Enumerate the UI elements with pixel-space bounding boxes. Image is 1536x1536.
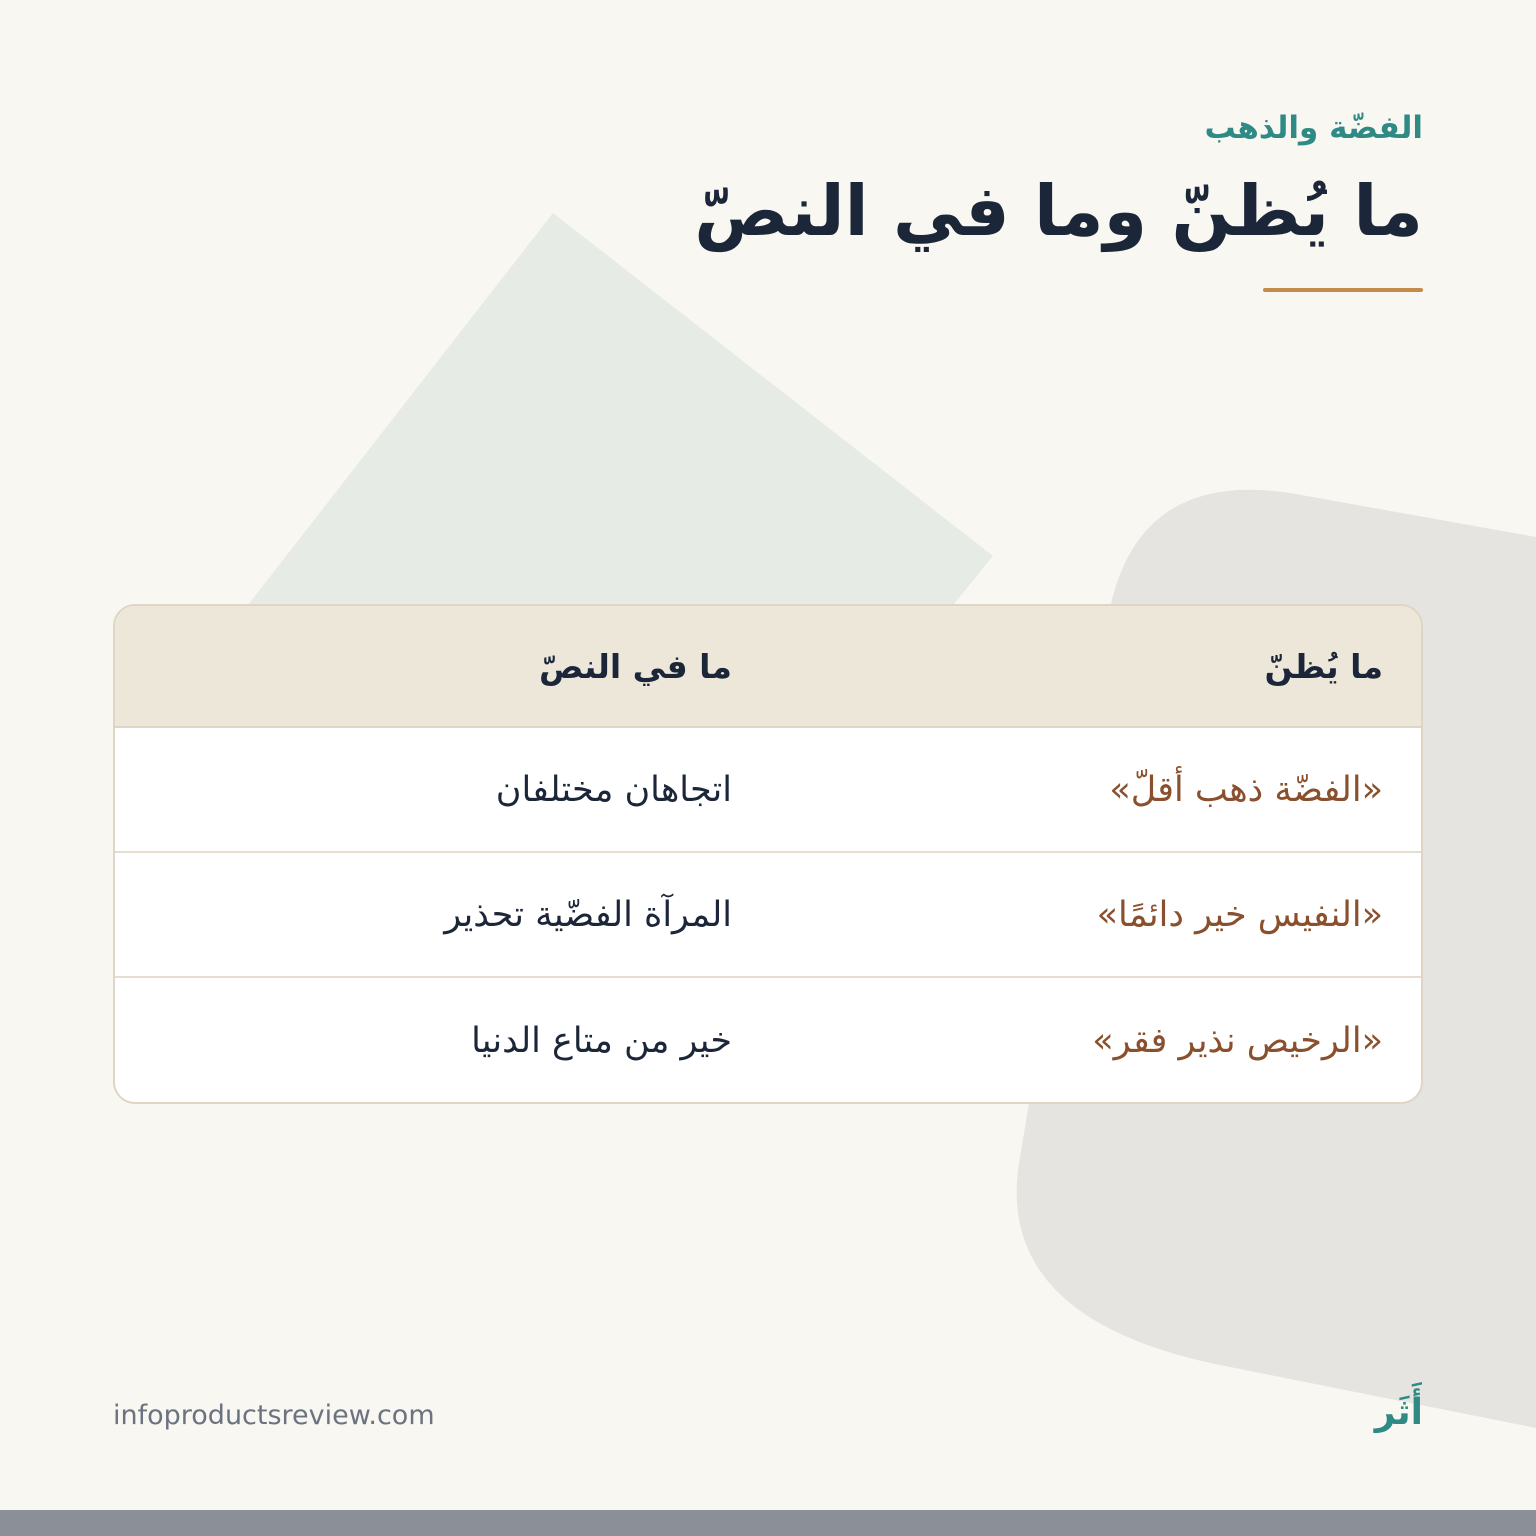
table-row — [115, 853, 1421, 978]
table-row — [115, 978, 1421, 1103]
table-header-row — [115, 606, 1421, 728]
page-title: ما يُظنّ وما في النصّ — [694, 170, 1423, 252]
brand-logo: أَثَر — [1374, 1392, 1423, 1433]
bottom-bar — [0, 1510, 1536, 1536]
footer-url: infoproductsreview.com — [113, 1400, 435, 1431]
title-underline — [1263, 288, 1423, 292]
comparison-table — [113, 604, 1423, 1104]
text-cell: المرآة الفضّية تحذير — [444, 894, 732, 935]
section-kicker: الفضّة والذهب — [1204, 110, 1423, 146]
text-cell: خير من متاع الدنيا — [471, 1020, 732, 1061]
text-cell: اتجاهان مختلفان — [495, 769, 732, 810]
column-header-text: ما في النصّ — [539, 646, 732, 686]
column-header-assumed: ما يُظنّ — [1264, 646, 1383, 686]
assumed-cell: «النفيس خير دائمًا» — [1096, 894, 1383, 935]
table-row — [115, 728, 1421, 853]
assumed-cell: «الرخيص نذير فقر» — [1092, 1020, 1383, 1061]
assumed-cell: «الفضّة ذهب أقلّ» — [1109, 769, 1383, 810]
